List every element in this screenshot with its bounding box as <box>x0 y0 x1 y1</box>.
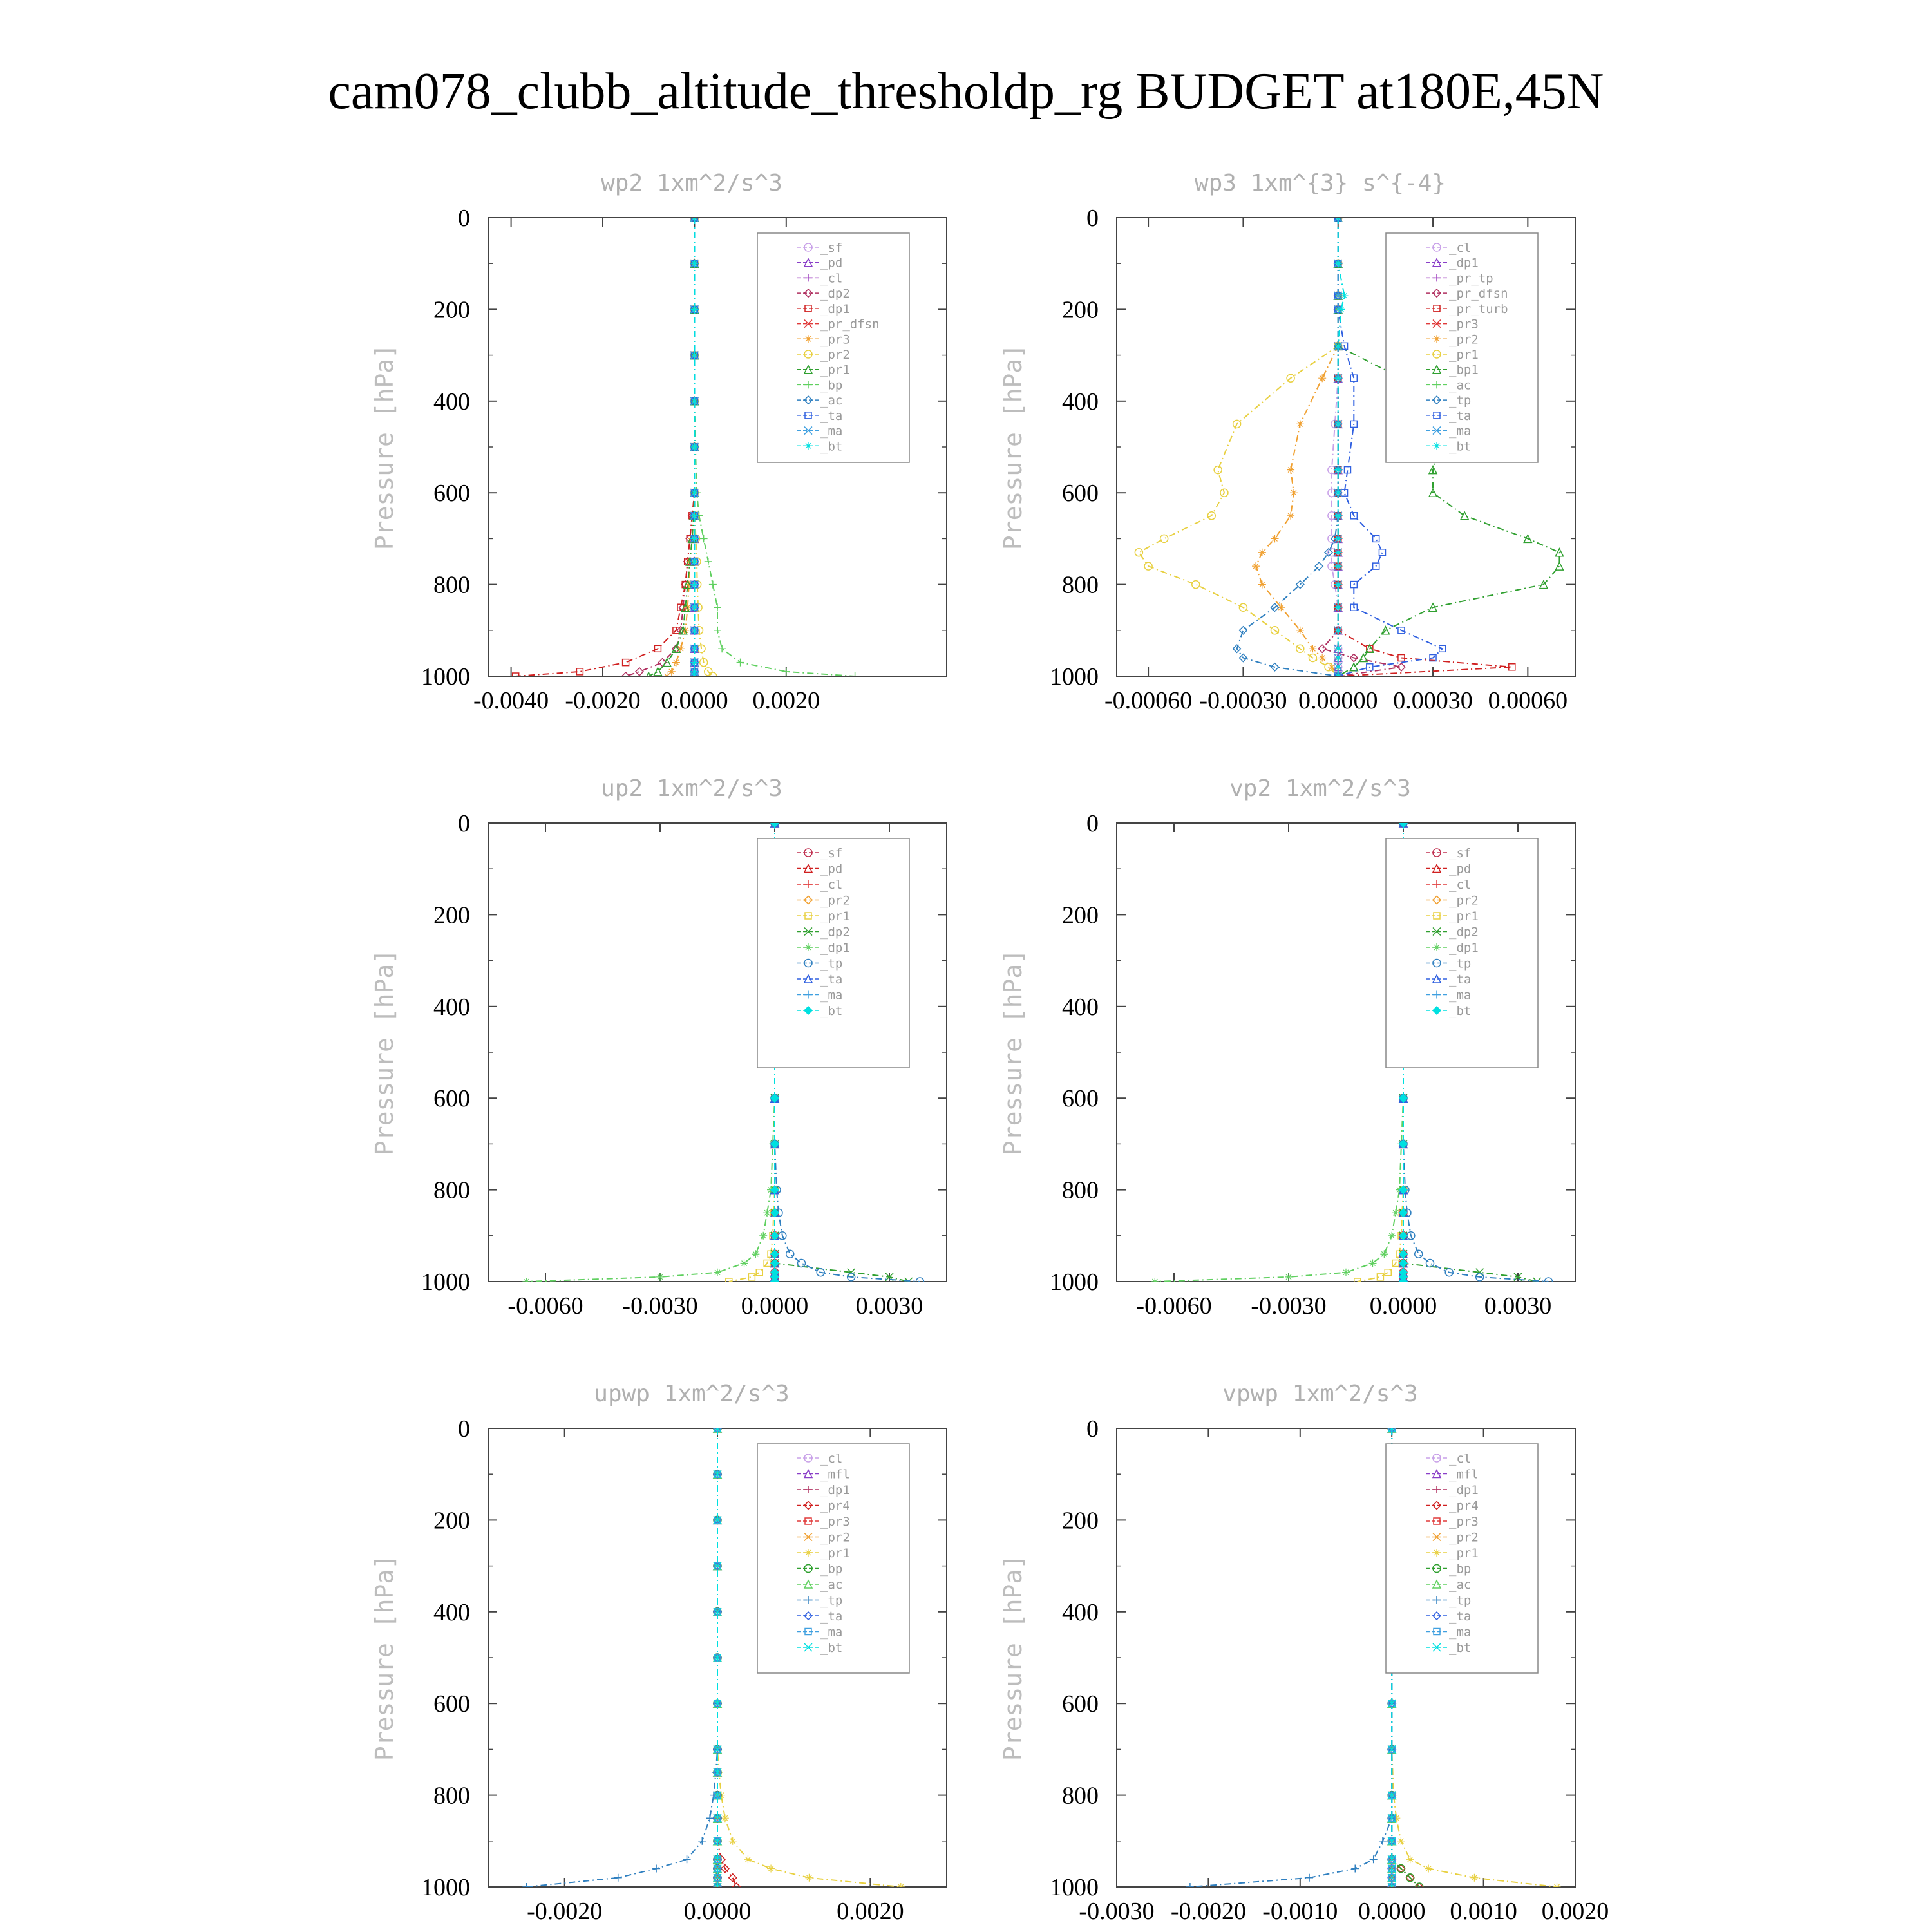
y-tick-label: 0 <box>458 810 470 837</box>
data-point <box>1388 1232 1396 1240</box>
legend-label: _pr2 <box>820 1530 850 1545</box>
data-point <box>1186 1883 1194 1891</box>
y-tick-label: 1000 <box>1050 663 1099 690</box>
y-axis-label: Pressure [hPa] <box>370 1554 399 1761</box>
data-point <box>1285 1273 1293 1281</box>
x-tick-label: -0.0030 <box>1251 1293 1327 1320</box>
legend-label: _pr_tp <box>1449 271 1493 286</box>
y-tick-label: 0 <box>458 1416 470 1443</box>
panel-title: wp3 1xm^{3} s^{-4} <box>1194 170 1446 196</box>
y-tick-label: 400 <box>1062 1598 1099 1626</box>
panel-6 <box>999 1381 1609 1925</box>
panel-2 <box>999 170 1575 714</box>
legend-label: _ma <box>820 424 843 439</box>
panel-5 <box>370 1381 947 1925</box>
x-tick-label: 0.0000 <box>661 687 728 714</box>
legend-label: _pr_dfsn <box>1449 287 1508 301</box>
data-point <box>1318 374 1326 382</box>
legend-label: _pd <box>1449 862 1472 876</box>
legend-label: _ac <box>820 1578 843 1592</box>
y-axis-label: Pressure [hPa] <box>999 343 1027 551</box>
data-point <box>1271 535 1279 542</box>
data-point <box>714 603 721 611</box>
data-point <box>1135 549 1142 556</box>
legend-label: _bp <box>820 1562 843 1577</box>
legend-label: _ta <box>820 408 843 423</box>
data-point <box>786 1250 794 1258</box>
data-point <box>1318 645 1326 652</box>
panel-title: up2 1xm^2/s^3 <box>601 775 782 802</box>
y-tick-label: 800 <box>433 571 470 599</box>
data-point <box>614 1874 622 1882</box>
legend-label: _pr1 <box>1449 1546 1479 1560</box>
panel-1 <box>370 170 947 714</box>
legend-label: _ta <box>1449 408 1472 423</box>
data-point <box>1426 1260 1434 1267</box>
y-tick-label: 400 <box>433 1598 470 1626</box>
data-point <box>782 668 790 676</box>
legend-label: _ta <box>1449 1609 1472 1624</box>
legend-label: _tp <box>820 956 843 971</box>
x-tick-label: -0.0020 <box>1170 1898 1246 1925</box>
series-line-dp1 <box>526 823 775 1282</box>
legend-label: _pr3 <box>820 332 850 347</box>
legend <box>757 233 909 462</box>
data-point <box>851 672 859 680</box>
data-point <box>1415 1250 1423 1258</box>
legend-label: _pr1 <box>1449 909 1479 923</box>
legend <box>1386 233 1538 462</box>
x-tick-label: -0.0030 <box>622 1293 698 1320</box>
y-axis-label: Pressure [hPa] <box>999 949 1027 1156</box>
data-point <box>698 1837 706 1845</box>
panel-3 <box>370 775 947 1320</box>
y-tick-label: 600 <box>433 480 470 507</box>
data-point <box>623 659 629 666</box>
legend-label: _dp1 <box>1449 941 1479 955</box>
data-point <box>522 1278 530 1285</box>
legend-label: _ta <box>1449 972 1472 987</box>
series-line-dp1 <box>1155 823 1403 1282</box>
legend-label: _ma <box>1449 988 1472 1003</box>
y-tick-label: 800 <box>1062 571 1099 599</box>
legend-label: _pr4 <box>820 1499 850 1513</box>
legend-label: _ma <box>820 1625 843 1640</box>
y-tick-label: 800 <box>1062 1782 1099 1810</box>
data-point <box>718 645 726 652</box>
data-point <box>706 1814 714 1822</box>
panel-title: vpwp 1xm^2/s^3 <box>1222 1381 1418 1407</box>
x-tick-label: 0.0000 <box>1358 1898 1426 1925</box>
legend-label: _dp2 <box>1449 925 1479 940</box>
legend-label: _dp1 <box>820 1483 850 1497</box>
data-point <box>652 1865 660 1873</box>
legend-label: _ac <box>820 393 843 408</box>
y-tick-label: 600 <box>1062 1085 1099 1113</box>
data-point <box>759 1232 767 1240</box>
y-tick-label: 1000 <box>1050 1269 1099 1296</box>
legend-label: _pr2 <box>820 893 850 908</box>
x-tick-label: -0.0010 <box>1262 1898 1338 1925</box>
legend-label: _cl <box>820 271 843 286</box>
data-point <box>714 1269 721 1276</box>
legend <box>757 838 909 1068</box>
legend-label: _bp <box>1449 1562 1472 1577</box>
y-tick-label: 200 <box>1062 1507 1099 1535</box>
legend <box>1386 1444 1538 1673</box>
data-point <box>1406 1855 1414 1863</box>
legend-label: _bp1 <box>1449 363 1479 377</box>
legend-label: _ta <box>820 972 843 987</box>
legend-label: _bt <box>820 1641 843 1655</box>
data-point <box>897 1883 905 1891</box>
legend-label: _ac <box>1449 1578 1472 1592</box>
data-point <box>1397 1837 1405 1845</box>
x-tick-label: 0.0000 <box>741 1293 809 1320</box>
x-tick-label: -0.00030 <box>1199 687 1287 714</box>
x-tick-label: -0.0040 <box>473 687 549 714</box>
legend-label: _dp2 <box>820 925 850 940</box>
panel-title: vp2 1xm^2/s^3 <box>1229 775 1411 802</box>
y-tick-label: 200 <box>1062 902 1099 929</box>
legend-label: _tp <box>1449 1593 1472 1608</box>
data-point <box>763 1209 771 1217</box>
legend-label: _mfl <box>820 1467 850 1482</box>
x-tick-label: 0.0020 <box>1541 1898 1609 1925</box>
y-tick-label: 800 <box>433 1177 470 1204</box>
figure-title: cam078_clubb_altitude_thresholdp_rg BUDGET at180E,45N <box>328 63 1604 120</box>
legend-label: _pr3 <box>820 1515 850 1529</box>
legend-label: _pd <box>820 862 843 876</box>
x-tick-label: -0.0020 <box>527 1898 603 1925</box>
legend-label: _pr2 <box>1449 1530 1479 1545</box>
series-line-tp <box>526 1428 717 1887</box>
y-tick-label: 600 <box>433 1690 470 1718</box>
data-point <box>714 627 721 634</box>
y-axis-label: Pressure [hPa] <box>370 949 399 1156</box>
series-line-pr2 <box>1256 218 1338 676</box>
data-point <box>672 659 680 667</box>
legend-label: _bt <box>820 1004 843 1018</box>
x-tick-label: 0.0030 <box>855 1293 923 1320</box>
y-tick-label: 200 <box>433 902 470 929</box>
legend-label: _cl <box>1449 878 1472 892</box>
y-tick-label: 200 <box>433 1507 470 1535</box>
legend-label: _ma <box>1449 424 1472 439</box>
x-tick-label: 0.0000 <box>683 1898 752 1925</box>
legend-label: _ma <box>820 988 843 1003</box>
data-point <box>737 659 744 667</box>
y-tick-label: 1000 <box>1050 1874 1099 1901</box>
data-point <box>798 1260 806 1267</box>
legend-label: _dp1 <box>1449 256 1479 270</box>
x-tick-label: 0.0020 <box>837 1898 904 1925</box>
x-tick-label: -0.00060 <box>1104 687 1193 714</box>
x-tick-label: -0.0020 <box>565 687 641 714</box>
y-axis-label: Pressure [hPa] <box>370 343 399 551</box>
legend-label: _pr1 <box>820 363 850 377</box>
data-point <box>1151 1278 1159 1285</box>
x-tick-label: 0.0020 <box>752 687 820 714</box>
data-point <box>656 1273 664 1281</box>
legend-label: _ac <box>1449 378 1472 393</box>
legend-label: _bt <box>1449 1641 1472 1655</box>
data-point <box>1296 420 1304 428</box>
y-tick-label: 1000 <box>421 1269 470 1296</box>
series-line-tp <box>1237 218 1338 676</box>
data-point <box>721 1814 729 1822</box>
legend-label: _pr3 <box>1449 317 1479 332</box>
data-point <box>805 1874 813 1882</box>
data-point <box>1470 1874 1478 1882</box>
data-point <box>1553 1883 1561 1891</box>
legend-label: _sf <box>1449 846 1472 860</box>
legend-label: _dp1 <box>820 941 850 955</box>
data-point <box>522 1883 530 1891</box>
data-point <box>1342 1269 1350 1276</box>
legend-label: _sf <box>820 846 843 860</box>
data-point <box>1370 1855 1378 1863</box>
legend-label: _dp1 <box>820 301 850 316</box>
data-point <box>1160 535 1168 542</box>
data-point <box>1239 627 1247 634</box>
legend-label: _bt <box>820 439 843 454</box>
x-tick-label: -0.0060 <box>507 1293 583 1320</box>
legend-label: _pr1 <box>820 909 850 923</box>
data-point <box>1425 1865 1432 1873</box>
y-tick-label: 400 <box>433 993 470 1021</box>
legend-label: _bp <box>820 378 843 393</box>
y-tick-label: 0 <box>458 205 470 232</box>
data-point <box>1380 1250 1388 1258</box>
panel-title: wp2 1xm^2/s^3 <box>601 170 782 196</box>
legend-label: _pr4 <box>1449 1499 1479 1513</box>
y-tick-label: 400 <box>1062 993 1099 1021</box>
panel-title: upwp 1xm^2/s^3 <box>594 1381 790 1407</box>
y-tick-label: 600 <box>433 1085 470 1113</box>
data-point <box>1287 466 1294 474</box>
legend <box>1386 838 1538 1068</box>
data-point <box>752 1250 759 1258</box>
data-point <box>1392 1209 1399 1217</box>
data-point <box>1214 466 1222 474</box>
data-point <box>1379 549 1385 556</box>
legend-label: _pr3 <box>1449 1515 1479 1529</box>
panels <box>370 170 1609 1925</box>
y-axis-label: Pressure [hPa] <box>999 1554 1027 1761</box>
legend-label: _pr1 <box>820 1546 850 1560</box>
y-tick-label: 0 <box>1086 205 1099 232</box>
legend-label: _tp <box>1449 956 1472 971</box>
legend-label: _tp <box>1449 393 1472 408</box>
legend-label: _sf <box>820 241 843 255</box>
y-tick-label: 0 <box>1086 810 1099 837</box>
data-point <box>636 668 643 676</box>
legend-label: _pr_turb <box>1449 301 1508 316</box>
legend-label: _dp1 <box>1449 1483 1479 1497</box>
legend-label: _dp2 <box>820 287 850 301</box>
x-tick-label: 0.0030 <box>1484 1293 1552 1320</box>
legend-label: _mfl <box>1449 1467 1479 1482</box>
x-tick-label: 0.00000 <box>1298 687 1378 714</box>
y-tick-label: 600 <box>1062 480 1099 507</box>
data-point <box>700 535 708 542</box>
series-line-tp <box>1190 1428 1392 1887</box>
x-tick-label: -0.0030 <box>1079 1898 1155 1925</box>
y-tick-label: 0 <box>1086 1416 1099 1443</box>
legend-label: _cl <box>1449 241 1472 255</box>
panel-4 <box>999 775 1575 1320</box>
data-point <box>705 558 712 565</box>
legend-label: _pr1 <box>1449 348 1479 362</box>
legend-label: _cl <box>1449 1452 1472 1466</box>
data-point <box>1192 581 1200 589</box>
data-point <box>1290 489 1298 497</box>
data-point <box>1252 562 1260 570</box>
x-tick-label: 0.0000 <box>1369 1293 1437 1320</box>
data-point <box>1287 512 1294 520</box>
y-tick-label: 1000 <box>421 663 470 690</box>
legend-label: _tp <box>820 1593 843 1608</box>
legend-label: _ma <box>1449 1625 1472 1640</box>
data-point <box>576 668 583 675</box>
data-point <box>683 1855 691 1863</box>
y-tick-label: 600 <box>1062 1690 1099 1718</box>
y-tick-label: 800 <box>1062 1177 1099 1204</box>
data-point <box>1379 1837 1387 1845</box>
y-tick-label: 200 <box>1062 296 1099 324</box>
legend <box>757 1444 909 1673</box>
y-tick-label: 1000 <box>421 1874 470 1901</box>
data-point <box>709 581 717 589</box>
y-tick-label: 400 <box>433 388 470 415</box>
data-point <box>1309 645 1316 652</box>
legend-label: _pr2 <box>820 348 850 362</box>
legend-label: _pr_dfsn <box>820 317 880 332</box>
legend-label: _cl <box>820 1452 843 1466</box>
data-point <box>1555 562 1563 570</box>
x-tick-label: 0.00030 <box>1393 687 1473 714</box>
series-line-dp1 <box>516 218 695 676</box>
data-point <box>1351 1865 1359 1873</box>
x-tick-label: -0.0060 <box>1136 1293 1212 1320</box>
legend-label: _bt <box>1449 439 1472 454</box>
series-line-pr1 <box>1139 218 1338 676</box>
data-point <box>744 1855 752 1863</box>
legend-label: _ta <box>820 1609 843 1624</box>
data-point <box>767 1865 775 1873</box>
y-tick-label: 800 <box>433 1782 470 1810</box>
y-tick-label: 400 <box>1062 388 1099 415</box>
legend-label: _bt <box>1449 1004 1472 1018</box>
y-tick-label: 200 <box>433 296 470 324</box>
legend-label: _pr2 <box>1449 893 1479 908</box>
legend-label: _pr2 <box>1449 332 1479 347</box>
x-tick-label: 0.00060 <box>1488 687 1568 714</box>
legend-label: _pd <box>820 256 843 270</box>
data-point <box>1305 1874 1313 1882</box>
data-point <box>729 1837 737 1845</box>
x-tick-label: 0.0010 <box>1450 1898 1517 1925</box>
legend-label: _cl <box>820 878 843 892</box>
